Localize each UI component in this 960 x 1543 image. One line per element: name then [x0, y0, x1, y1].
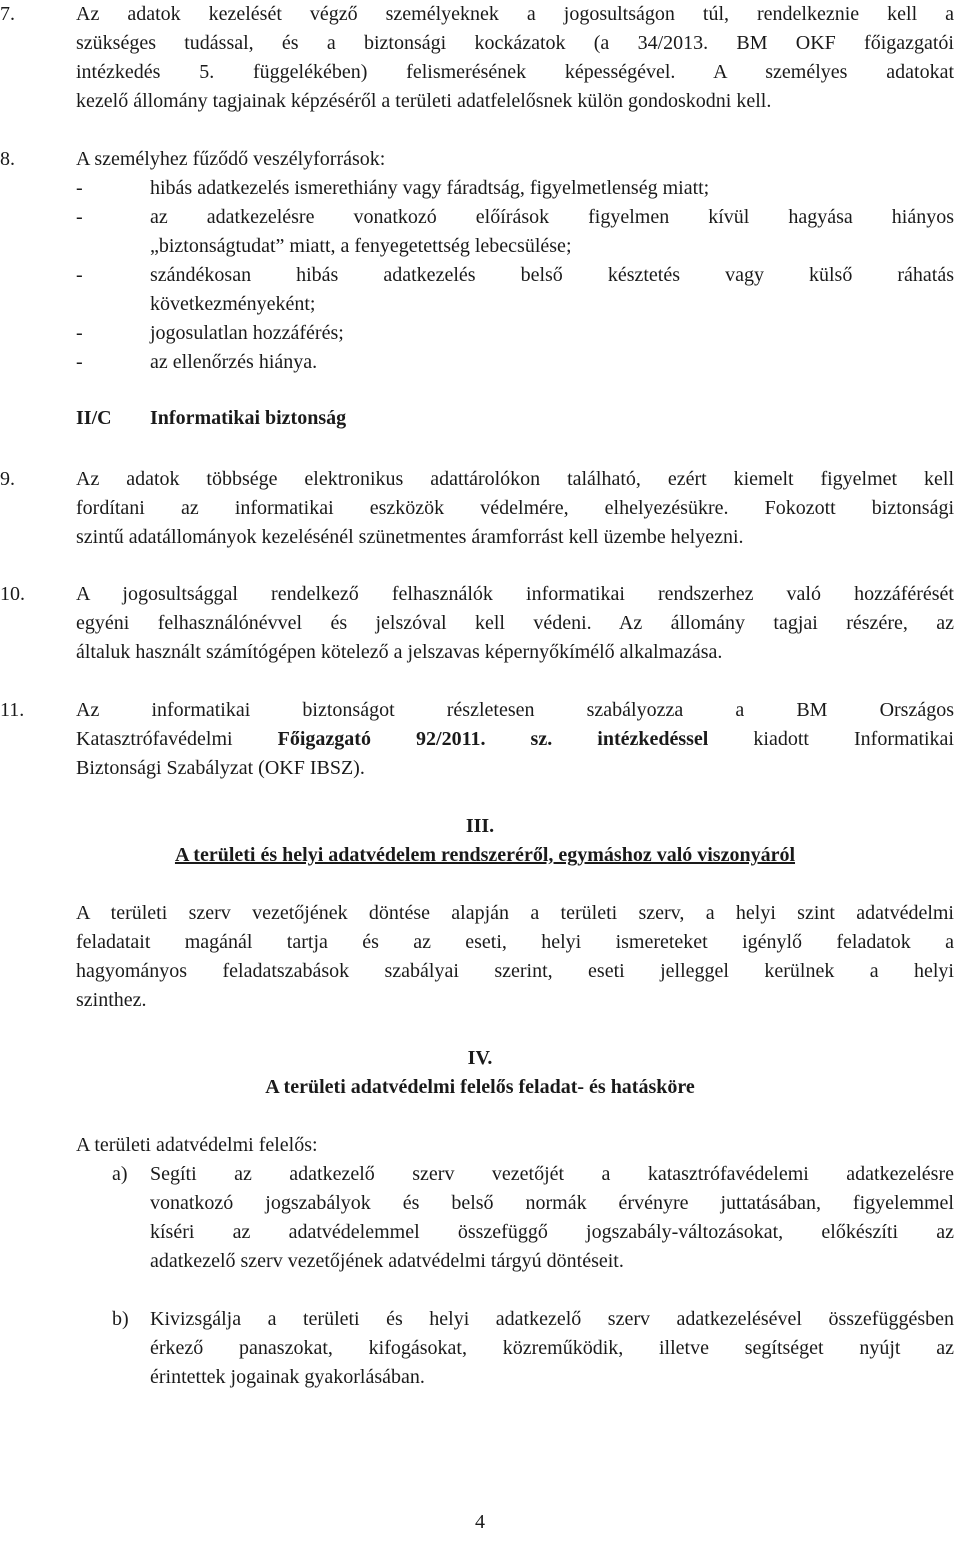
- paragraph-line: Az informatikai biztonságot részletesen szabályozza a BM Országos: [76, 699, 954, 721]
- bullet-dash: -: [76, 206, 83, 228]
- paragraph-line: szükséges tudással, és a biztonsági kockázatok (a 34/2013. BM OKF főigazgatói: [76, 32, 954, 54]
- bullet-line: jogosulatlan hozzáférés;: [150, 322, 344, 344]
- bold-reference: Főigazgató 92/2011. sz. intézkedéssel: [277, 728, 709, 750]
- paragraph-line: kíséri az adatvédelemmel összefüggő jogszabály-változásokat, előkészíti az: [150, 1221, 954, 1243]
- paragraph-line: intézkedés 5. függelékében) felismerésének képességével. A személyes adatokat: [76, 61, 954, 83]
- paragraph-line: adatkezelő szerv vezetőjének adatvédelmi tárgyú döntéseit.: [150, 1250, 624, 1272]
- paragraph-line: feladatait magánál tartja és az eseti, helyi ismereteket igénylő feladatok a: [76, 931, 954, 953]
- bullet-dash: -: [76, 264, 83, 286]
- text-run: kiadott Informatikai: [708, 728, 954, 750]
- paragraph-line: A területi szerv vezetőjének döntése alapján a területi szerv, a helyi szint adatvédelmi: [76, 902, 954, 924]
- paragraph-line: kezelő állomány tagjainak képzéséről a területi adatfelelősnek külön gondoskodni kell.: [76, 90, 772, 112]
- bullet-list: [76, 174, 954, 377]
- page-number: 4: [475, 1511, 485, 1533]
- bullet-dash: -: [76, 322, 83, 344]
- section-title: Informatikai biztonság: [150, 407, 347, 429]
- paragraph-line: Biztonsági Szabályzat (OKF IBSZ).: [76, 757, 365, 779]
- item-9-number: 9.: [0, 468, 15, 490]
- section-intro: A területi adatvédelmi felelős:: [76, 1134, 318, 1156]
- paragraph-line: vonatkozó jogszabályok és belső normák érvényre juttatásában, figyelemmel: [150, 1192, 954, 1214]
- section-title: A területi adatvédelmi felelős feladat- és hatásköre: [265, 1076, 695, 1098]
- paragraph-line: [76, 725, 954, 754]
- item-8-heading: A személyhez fűződő veszélyforrások:: [76, 148, 386, 170]
- item-11-number: 11.: [0, 699, 25, 721]
- item-8-number: 8.: [0, 148, 15, 170]
- section-numeral: III.: [465, 815, 495, 837]
- bullet-dash: -: [76, 351, 83, 373]
- item-10-number: 10.: [0, 583, 25, 605]
- bullet-item: [76, 348, 954, 377]
- section-numeral: IV.: [467, 1047, 493, 1069]
- paragraph-line: érintettek jogainak gyakorlásában.: [150, 1366, 425, 1388]
- bullet-line: hibás adatkezelés ismerethiány vagy fáradtság, figyelmetlenség miatt;: [150, 177, 710, 199]
- bullet-item: [76, 261, 954, 319]
- bullet-line: következményeként;: [150, 293, 316, 315]
- bullet-item: [76, 319, 954, 348]
- paragraph-line: Segíti az adatkezelő szerv vezetőjét a katasztrófavédelemi adatkezelésre: [150, 1163, 954, 1185]
- paragraph-line: szintű adatállományok kezelésénél szünetmentes áramforrást kell üzembe helyezni.: [76, 526, 744, 548]
- list-label: a): [112, 1163, 128, 1185]
- paragraph-line: érkező panaszokat, kifogásokat, közreműködik, illetve segítséget nyújt az: [150, 1337, 954, 1359]
- bullet-line: szándékosan hibás adatkezelés belső késztetés vagy külső ráhatás: [150, 264, 954, 286]
- paragraph-line: egyéni felhasználónévvel és jelszóval kell védeni. Az állomány tagjai részére, az: [76, 612, 954, 634]
- section-label: II/C: [76, 407, 112, 429]
- paragraph-line: Az adatok többsége elektronikus adattárolókon található, ezért kiemelt figyelmet kell: [76, 468, 954, 490]
- paragraph-line: szinthez.: [76, 989, 147, 1011]
- paragraph-line: általuk használt számítógépen kötelező a jelszavas képernyőkímélő alkalmazása.: [76, 641, 723, 663]
- paragraph-line: fordítani az informatikai eszközök védelmére, elhelyezésükre. Fokozott biztonsági: [76, 497, 954, 519]
- section-title: A területi és helyi adatvédelem rendszeréről, egymáshoz való viszonyáról: [174, 844, 796, 866]
- item-7-number: 7.: [0, 3, 15, 25]
- bullet-dash: -: [76, 177, 83, 199]
- bullet-line: „biztonságtudat” miatt, a fenyegetettség lebecsülése;: [150, 235, 572, 257]
- paragraph-line: Kivizsgálja a területi és helyi adatkezelő szerv adatkezelésével összefüggésben: [150, 1308, 954, 1330]
- list-label: b): [112, 1308, 129, 1330]
- paragraph-line: hagyományos feladatszabások szabályai szerint, eseti jelleggel kerülnek a helyi: [76, 960, 954, 982]
- bullet-line: az adatkezelésre vonatkozó előírások figyelmen kívül hagyása hiányos: [150, 206, 954, 228]
- paragraph-line: A jogosultsággal rendelkező felhasználók informatikai rendszerhez való hozzáférését: [76, 583, 954, 605]
- paragraph-line: Az adatok kezelését végző személyeknek a jogosultságon túl, rendelkeznie kell a: [76, 3, 954, 25]
- text-run: Katasztrófavédelmi: [76, 728, 278, 750]
- bullet-item: [76, 203, 954, 261]
- bullet-line: az ellenőrzés hiánya.: [150, 351, 318, 373]
- bullet-item: [76, 174, 954, 203]
